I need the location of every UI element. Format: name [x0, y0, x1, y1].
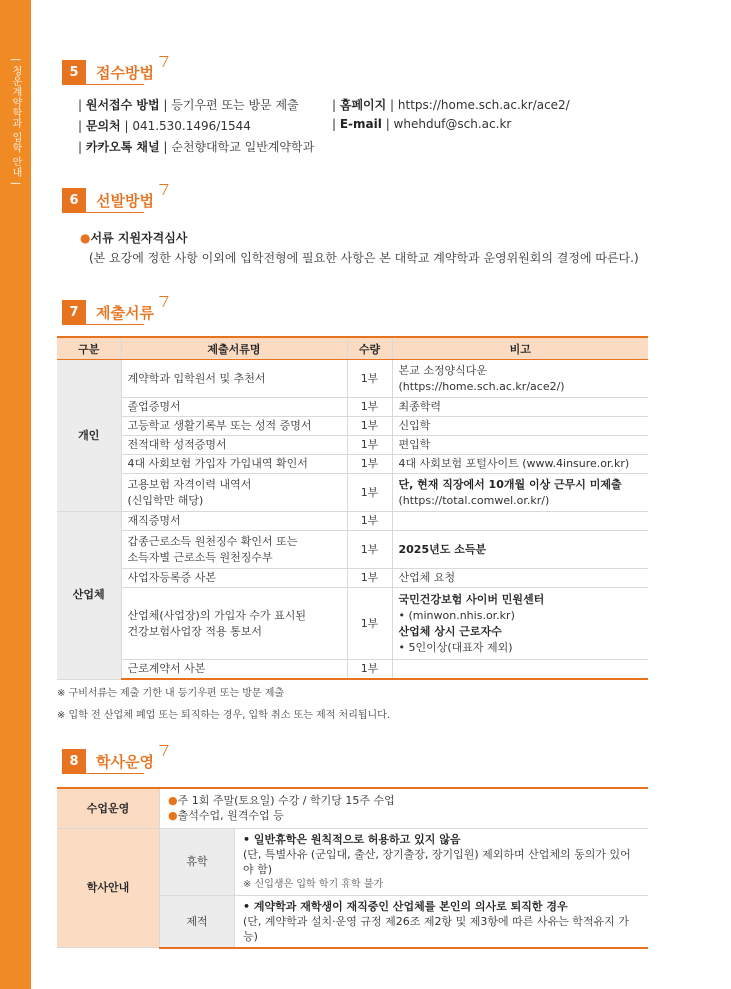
inquiry-label: 문의처 — [85, 119, 121, 133]
selection-item — [80, 229, 187, 246]
desc-text: (단, 특별사유 (군입대, 출산, 장기출장, 장기입원) 제외하며 산업체의 동의가 있어야 함) — [243, 847, 631, 876]
doc-count: 1부 — [347, 360, 392, 398]
table-row — [57, 436, 648, 455]
section-underline — [62, 773, 144, 774]
col-header: 구분 — [57, 337, 121, 360]
academic-table — [57, 787, 648, 949]
apply-label: 원서접수 방법 — [85, 98, 160, 112]
doc-name: 근로계약서 사본 — [121, 660, 347, 680]
table-row — [57, 417, 648, 436]
table-header — [57, 337, 648, 360]
sidebar — [0, 0, 31, 989]
email-label: E-mail — [339, 117, 382, 131]
note-line: • (minwon.nhis.or.kr) — [398, 608, 515, 622]
section-number: 7 — [62, 300, 86, 324]
section-6-header — [62, 188, 154, 212]
documents-table — [57, 336, 648, 680]
inquiry-value: 041.530.1496/1544 — [132, 119, 251, 133]
category-cell: 수업운영 — [57, 788, 160, 828]
category-cell: 산업체 — [57, 512, 121, 680]
kakao-value: 순천향대학교 일반계약학과 — [171, 140, 315, 154]
doc-count: 1부 — [347, 417, 392, 436]
doc-name: 고등학교 생활기록부 또는 성적 증명서 — [121, 417, 347, 436]
section-title: 제출서류 — [96, 303, 154, 322]
section-title: 선발방법 — [96, 191, 154, 210]
table-row — [57, 660, 648, 680]
note-line: 국민건강보험 사이버 민원센터 — [398, 592, 545, 606]
note-line: 본교 소정양식다운 — [398, 363, 488, 377]
desc-title: • 일반휴학은 원칙적으로 허용하고 있지 않음 — [243, 832, 461, 846]
section-number: 6 — [62, 188, 86, 212]
table-row — [57, 788, 648, 828]
bullet-icon: ● — [168, 809, 178, 823]
email-link[interactable]: whehduf@sch.ac.kr — [393, 117, 512, 131]
table-note: ※ 구비서류는 제출 기한 내 등기우편 또는 방문 제출 — [57, 688, 285, 699]
section-underline — [62, 324, 144, 325]
table-row — [57, 588, 648, 660]
doc-count: 1부 — [347, 436, 392, 455]
table-row — [57, 360, 648, 398]
sub-category: 휴학 — [160, 828, 235, 895]
category-cell: 개인 — [57, 360, 121, 512]
table-row — [57, 531, 648, 569]
doc-note: 최종학력 — [392, 398, 648, 417]
doc-count: 1부 — [347, 660, 392, 680]
name-line: 갑종근로소득 원천징수 확인서 또는 — [127, 534, 298, 548]
doc-note: 4대 사회보험 포털사이트 (www.4insure.or.kr) — [392, 455, 648, 474]
desc-text: (단, 계약학과 설치·운영 규정 제26조 제2항 및 제3항에 따른 사유는 학적유지 가능) — [243, 914, 629, 943]
note-line: (https://home.sch.ac.kr/ace2/) — [398, 379, 565, 393]
doc-name — [121, 588, 347, 660]
class-line — [168, 793, 640, 808]
note-line: (https://total.comwel.or.kr/) — [398, 493, 550, 507]
doc-count: 1부 — [347, 455, 392, 474]
doc-count: 1부 — [347, 398, 392, 417]
section-7-header — [62, 300, 154, 324]
doc-count: 1부 — [347, 531, 392, 569]
desc-title: • 계약학과 재학생이 재직중인 산업체를 본인의 의사로 퇴직한 경우 — [243, 899, 568, 913]
doc-name — [121, 531, 347, 569]
section-title: 접수방법 — [96, 63, 154, 82]
doc-name: 계약학과 입학원서 및 추천서 — [121, 360, 347, 398]
class-line-text: 출석수업, 원격수업 등 — [177, 809, 284, 823]
table-row — [57, 828, 648, 895]
inquiry: | 문의처 | 041.530.1496/1544 — [78, 119, 251, 133]
class-desc — [160, 788, 649, 828]
doc-note — [392, 512, 648, 531]
desc-note: ※ 신입생은 입학 학기 휴학 불가 — [243, 878, 384, 890]
name-line: 건강보험사업장 적용 통보서 — [127, 624, 263, 638]
doc-count: 1부 — [347, 512, 392, 531]
section-8-header — [62, 749, 154, 773]
class-line — [168, 808, 640, 823]
bullet-icon: ● — [80, 231, 91, 245]
section-title: 학사운영 — [96, 752, 154, 771]
home-label: 홈페이지 — [339, 98, 387, 112]
category-cell: 학사안내 — [57, 828, 160, 948]
bullet-icon: ● — [168, 794, 178, 808]
col-header: 제출서류명 — [121, 337, 347, 360]
sidebar-title: | 청운계약학과 입학 안내 | — [10, 58, 21, 186]
doc-name: 사업자등록증 사본 — [121, 569, 347, 588]
home-link[interactable]: https://home.sch.ac.kr/ace2/ — [397, 98, 570, 112]
section-underline — [62, 84, 144, 85]
table-row — [57, 398, 648, 417]
section-5-header — [62, 60, 154, 84]
homepage: | 홈페이지 | https://home.sch.ac.kr/ace2/ — [332, 98, 570, 112]
kakao-channel: | 카카오톡 채널 | 순천향대학교 일반계약학과 — [78, 140, 315, 154]
doc-count: 1부 — [347, 474, 392, 512]
col-header: 수량 — [347, 337, 392, 360]
expel-desc — [235, 895, 649, 948]
email: | E-mail | whehduf@sch.ac.kr — [332, 117, 512, 131]
doc-note: 편입학 — [392, 436, 648, 455]
table-row — [57, 512, 648, 531]
doc-note — [392, 360, 648, 398]
selection-item-label: 서류 지원자격심사 — [90, 231, 188, 245]
table-row — [57, 474, 648, 512]
doc-name: 4대 사회보험 가입자 가입내역 확인서 — [121, 455, 347, 474]
class-line-text: 주 1회 주말(토요일) 수강 / 학기당 15주 수업 — [177, 794, 395, 808]
doc-note: 신입학 — [392, 417, 648, 436]
apply-method: | 원서접수 방법 | 등기우편 또는 방문 제출 — [78, 98, 299, 112]
table-row — [57, 455, 648, 474]
doc-count: 1부 — [347, 588, 392, 660]
apply-value: 등기우편 또는 방문 제출 — [171, 98, 299, 112]
doc-name: 졸업증명서 — [121, 398, 347, 417]
col-header: 비고 — [392, 337, 648, 360]
doc-count: 1부 — [347, 569, 392, 588]
doc-note — [392, 474, 648, 512]
note-line: 단, 현재 직장에서 10개월 이상 근무시 미제출 — [398, 477, 622, 491]
table-note: ※ 입학 전 산업체 폐업 또는 퇴직하는 경우, 입학 취소 또는 제적 처리됩니다. — [57, 710, 391, 721]
kakao-label: 카카오톡 채널 — [85, 140, 160, 154]
note-line: • 5인이상(대표자 제외) — [398, 640, 513, 654]
doc-name: 재직증명서 — [121, 512, 347, 531]
name-line: 소득자별 근로소득 원천징수부 — [127, 550, 273, 564]
section-number: 8 — [62, 749, 86, 773]
section-underline — [62, 212, 144, 213]
doc-note: 2025년도 소득분 — [392, 531, 648, 569]
doc-note — [392, 588, 648, 660]
name-line: (신입학만 해당) — [127, 493, 204, 507]
table-row — [57, 569, 648, 588]
name-line: 산업체(사업장)의 가입자 수가 표시된 — [127, 608, 306, 622]
selection-desc: (본 요강에 정한 사항 이외에 입학전형에 필요한 사항은 본 대학교 계약학과 운영위원회의 결정에 따른다.) — [89, 251, 639, 265]
sub-category: 제적 — [160, 895, 235, 948]
note-line: 산업체 상시 근로자수 — [398, 624, 502, 638]
doc-note: 산업체 요청 — [392, 569, 648, 588]
doc-note — [392, 660, 648, 680]
doc-name — [121, 474, 347, 512]
doc-name: 전적대학 성적증명서 — [121, 436, 347, 455]
leave-desc — [235, 828, 649, 895]
section-number: 5 — [62, 60, 86, 84]
name-line: 고용보험 자격이력 내역서 — [127, 477, 252, 491]
